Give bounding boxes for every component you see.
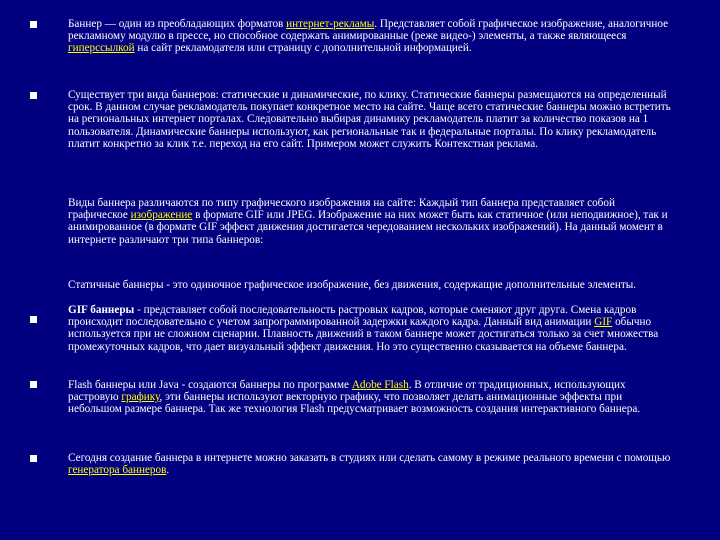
text: .: [166, 464, 170, 477]
text: . Представляет собой графическое изображение, аналогичное рекламному модулю в прессе, но способное содержать анимированные (реже видео-) элементы, а также являющееся: [68, 18, 669, 43]
text: Сегодня создание баннера в интернете можно заказать в студиях или сделать самому в режиме реального времени с помощью: [68, 452, 671, 464]
bullet-3: [30, 316, 37, 323]
text: - представляет собой последовательность растровых кадров, которые сменяют друг друга. Смена кадров происходит последовательно с учетом запрограммированной задержки каждого кадра. Данный вид анимации: [68, 304, 637, 329]
link-adobe-flash[interactable]: Adobe Flash: [351, 379, 409, 391]
bullet-4: [30, 381, 37, 388]
link-banner-generator[interactable]: генератора баннеров: [68, 464, 167, 477]
paragraph-3: [68, 197, 674, 246]
bullet-5: [30, 455, 37, 462]
text: , эти баннеры используют векторную графику, что позволяет делать анимационные эффекты при небольшом размере баннера. Так же технология Flash предусматривает возможность создания интерактивного баннера.: [68, 391, 641, 416]
text: Баннер — один из преобладающих форматов: [68, 18, 287, 30]
link-graphics[interactable]: графику: [121, 391, 160, 404]
text: Flash баннеры или Java - создаются баннеры по программе: [68, 379, 352, 391]
bullet-1: [30, 21, 37, 28]
text: в формате GIF или JPEG. Изображение на них может быть как статичное (или неподвижное), так и анимированное (в формате GIF эффект движения достигается чередованием нескольких изображений). На данный момент в интернете различают три типа баннеров:: [68, 209, 668, 246]
text: Статичные баннеры - это одиночное графическое изображение, без движения, содержащие дополнительные элементы.: [68, 279, 637, 291]
paragraph-7: [68, 452, 674, 476]
text: Существует три вида баннеров: статические и динамические, по клику. Статические баннеры размещаются на определенный срок. В данном случае рекламодатель покупает конкретное место на сайте. Чаще всего статические баннеры можно встретить на региональных интернет порталах. Следовательно выбирая динамику рекламодатель платит за количество показов на 1 пользователя. Динамические баннеры используют, как региональные так и федеральные порталы. По клику рекламодатель платит конкретно за клик т.е. переход на его сайт. Примером может служить Контекстная реклама.: [68, 89, 671, 150]
paragraph-2: [68, 89, 674, 150]
paragraph-4: [68, 279, 674, 291]
text: Виды баннера различаются по типу графического изображения на сайте: Каждый тип баннера представляет собой графическое: [68, 197, 615, 222]
bullet-2: [30, 92, 37, 99]
link-gif[interactable]: GIF: [594, 316, 613, 329]
paragraph-6: [68, 379, 674, 416]
text: . В отличие от традиционных, использующих растровую: [68, 379, 626, 404]
paragraph-5: [68, 304, 674, 353]
link-internet-advertising[interactable]: интернет-рекламы: [286, 18, 375, 30]
gif-banners-heading: GIF баннеры: [68, 304, 135, 316]
text: на сайт рекламодателя или страницу с дополнительной информацией.: [134, 42, 472, 55]
paragraph-1: [68, 18, 674, 55]
link-hyperlink[interactable]: гиперссылкой: [68, 42, 135, 55]
text: обычно используется при не сложном сценарии. Плавность движений в таком баннере может достигаться только за счет множества промежуточных кадров, что дает визуальный эффект движения. Но это существенно сказывается на объеме баннера.: [68, 316, 659, 353]
link-image[interactable]: изображение: [130, 209, 193, 222]
